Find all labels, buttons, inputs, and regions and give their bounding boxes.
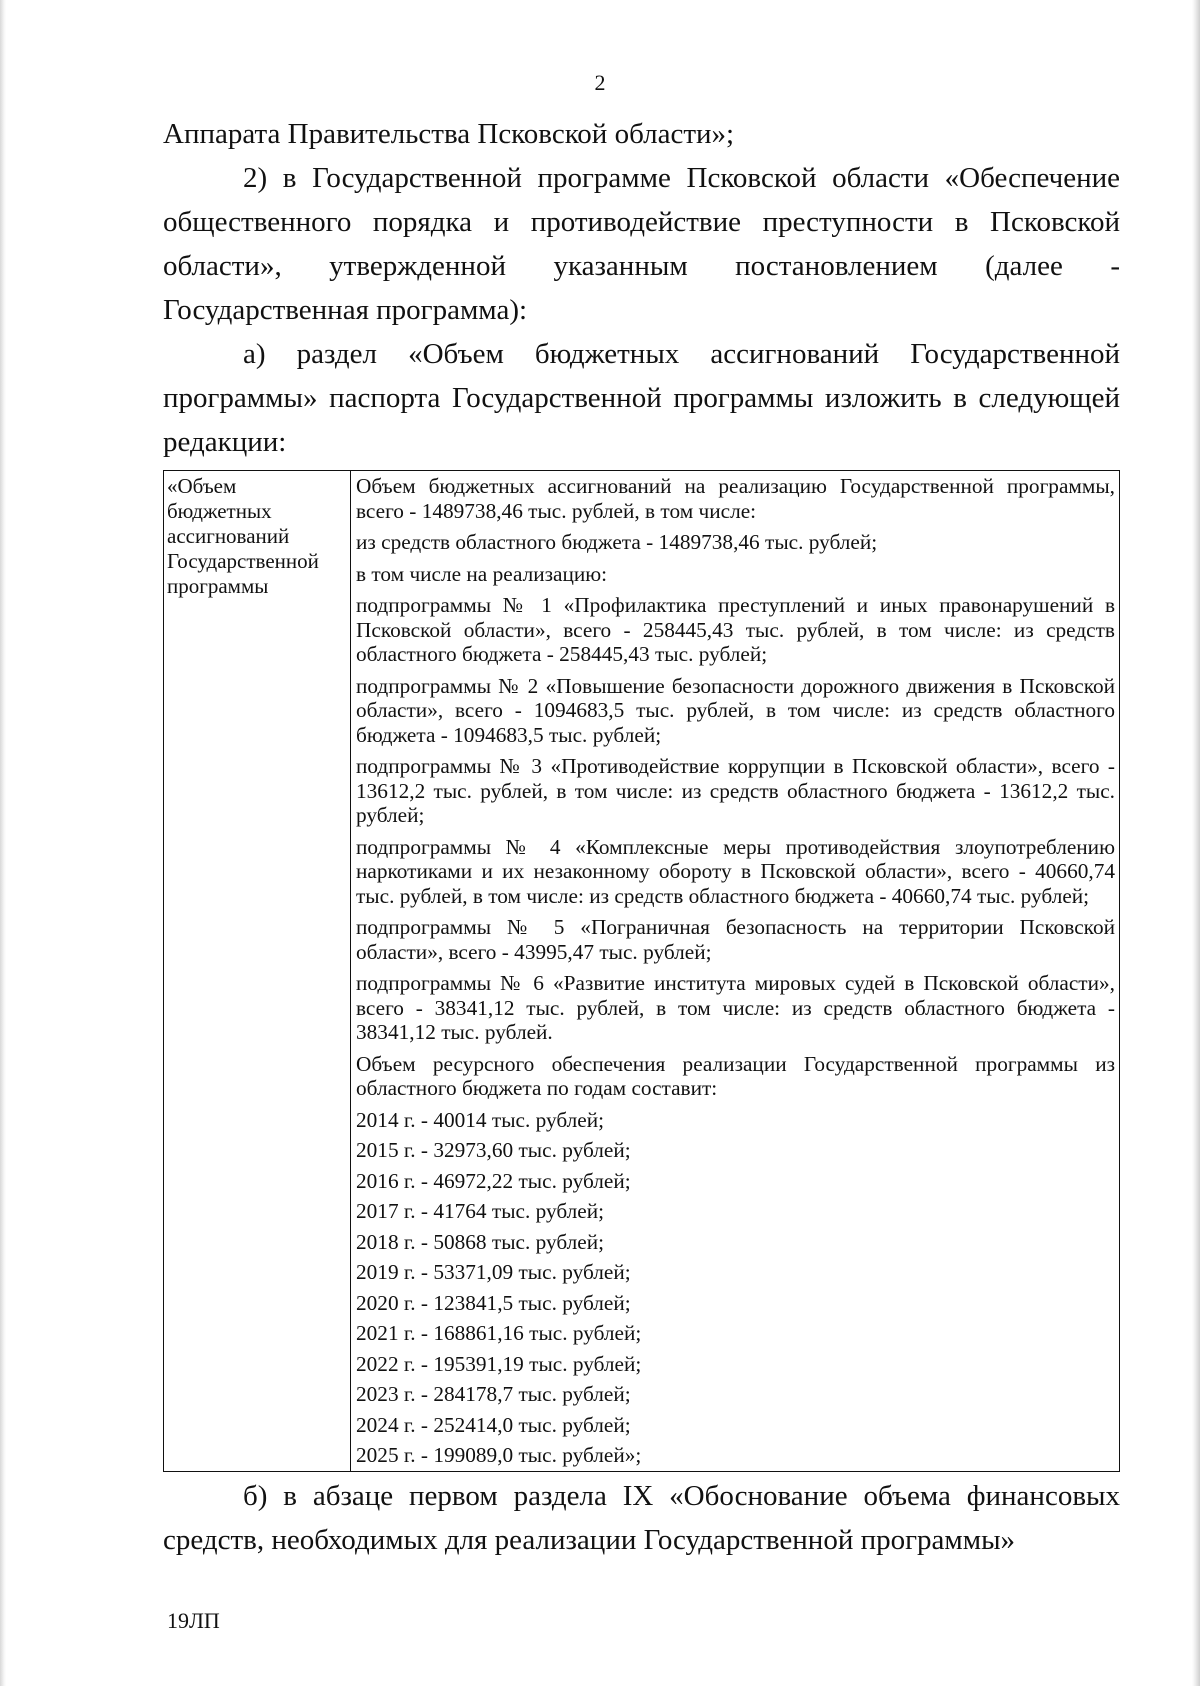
- year-entry: 2021 г. - 168861,16 тыс. рублей;: [356, 1321, 642, 1345]
- year-entry: 2020 г. - 123841,5 тыс. рублей;: [356, 1290, 631, 1315]
- budget-table: [163, 470, 1120, 1472]
- section-content-cell: [351, 471, 1120, 1472]
- label-line: ассигнований: [167, 524, 290, 548]
- item-2-paragraph: 2) в Государственной программе Псковской области «Обеспечение общественного порядка и противодействие преступности в Псковской области», утвержденной указанным постановлением (далее - Государственная программа):: [163, 162, 1120, 326]
- year-entry: 2014 г. - 40014 тыс. рублей;: [356, 1107, 605, 1132]
- document-code: 19ЛП: [167, 1608, 220, 1633]
- document-body: [163, 112, 1120, 1562]
- scan-edge-left: [0, 0, 6, 1686]
- item-a-paragraph: а) раздел «Объем бюджетных ассигнований Государственной программы» паспорта Государственной программы изложить в следующей редакции:: [163, 338, 1120, 458]
- year-entry: 2015 г. - 32973,60 тыс. рублей;: [356, 1138, 631, 1162]
- table-row: [164, 471, 1120, 1472]
- subprogram-3-entry: подпрограммы № 3 «Противодействие коррупции в Псковской области», всего - 13612,2 тыс. рублей, в том числе: из средств областного бюджета - 13612,2 тыс. рублей;: [356, 754, 1115, 827]
- scan-edge-right: [1192, 0, 1200, 1686]
- label-line: Государственной: [167, 549, 319, 573]
- subprogram-1-entry: подпрограммы № 1 «Профилактика преступлений и иных правонарушений в Псковской области», всего - 258445,43 тыс. рублей, в том числе: из средств областного бюджета - 258445,43 тыс. рублей;: [356, 593, 1115, 666]
- year-entry: 2016 г. - 46972,22 тыс. рублей;: [356, 1168, 631, 1193]
- intro-line: Аппарата Правительства Псковской области»;: [163, 118, 735, 150]
- year-entry: 2019 г. - 53371,09 тыс. рублей;: [356, 1260, 631, 1284]
- section-label-cell: [164, 471, 351, 1472]
- item-b-paragraph: б) в абзаце первом раздела IX «Обоснование объема финансовых средств, необходимых для реализации Государственной программы»: [163, 1479, 1120, 1556]
- year-entry: 2022 г. - 195391,19 тыс. рублей;: [356, 1351, 642, 1376]
- year-entry: 2025 г. - 199089,0 тыс. рублей»;: [356, 1443, 642, 1467]
- subprogram-5-entry: подпрограммы № 5 «Пограничная безопасность на территории Псковской области», всего - 43995,47 тыс. рублей;: [356, 915, 1115, 964]
- year-entry: 2023 г. - 284178,7 тыс. рублей;: [356, 1382, 631, 1406]
- subprogram-4-entry: подпрограммы № 4 «Комплексные меры противодействия злоупотреблению наркотиками и их незаконному обороту в Псковской области», всего - 40660,74 тыс. рублей, в том числе: из средств областного бюджета - 40660,74 тыс. рублей;: [356, 834, 1115, 908]
- label-line: «Объем: [167, 474, 237, 498]
- subprograms-intro-entry: в том числе на реализацию:: [356, 561, 608, 586]
- page-number: 2: [594, 70, 606, 95]
- subprogram-6-entry: подпрограммы № 6 «Развитие института мировых судей в Псковской области», всего - 38341,12 тыс. рублей, в том числе: из средств областного бюджета - 38341,12 тыс. рублей.: [356, 971, 1115, 1044]
- label-line: программы: [167, 574, 269, 598]
- yearly-intro-entry: Объем ресурсного обеспечения реализации Государственной программы из областного бюджета по годам составит:: [356, 1051, 1115, 1100]
- subprogram-2-entry: подпрограммы № 2 «Повышение безопасности дорожного движения в Псковской области», всего - 1094683,5 тыс. рублей, в том числе: из средств областного бюджета - 1094683,5 тыс. рублей;: [356, 673, 1115, 747]
- label-line: бюджетных: [167, 499, 272, 523]
- total-budget-entry: Объем бюджетных ассигнований на реализацию Государственной программы, всего - 1489738,46 тыс. рублей, в том числе:: [356, 474, 1115, 523]
- year-entry: 2017 г. - 41764 тыс. рублей;: [356, 1199, 605, 1223]
- year-entry: 2024 г. - 252414,0 тыс. рублей;: [356, 1412, 631, 1437]
- year-entry: 2018 г. - 50868 тыс. рублей;: [356, 1229, 605, 1254]
- regional-budget-entry: из средств областного бюджета - 1489738,46 тыс. рублей;: [356, 530, 878, 554]
